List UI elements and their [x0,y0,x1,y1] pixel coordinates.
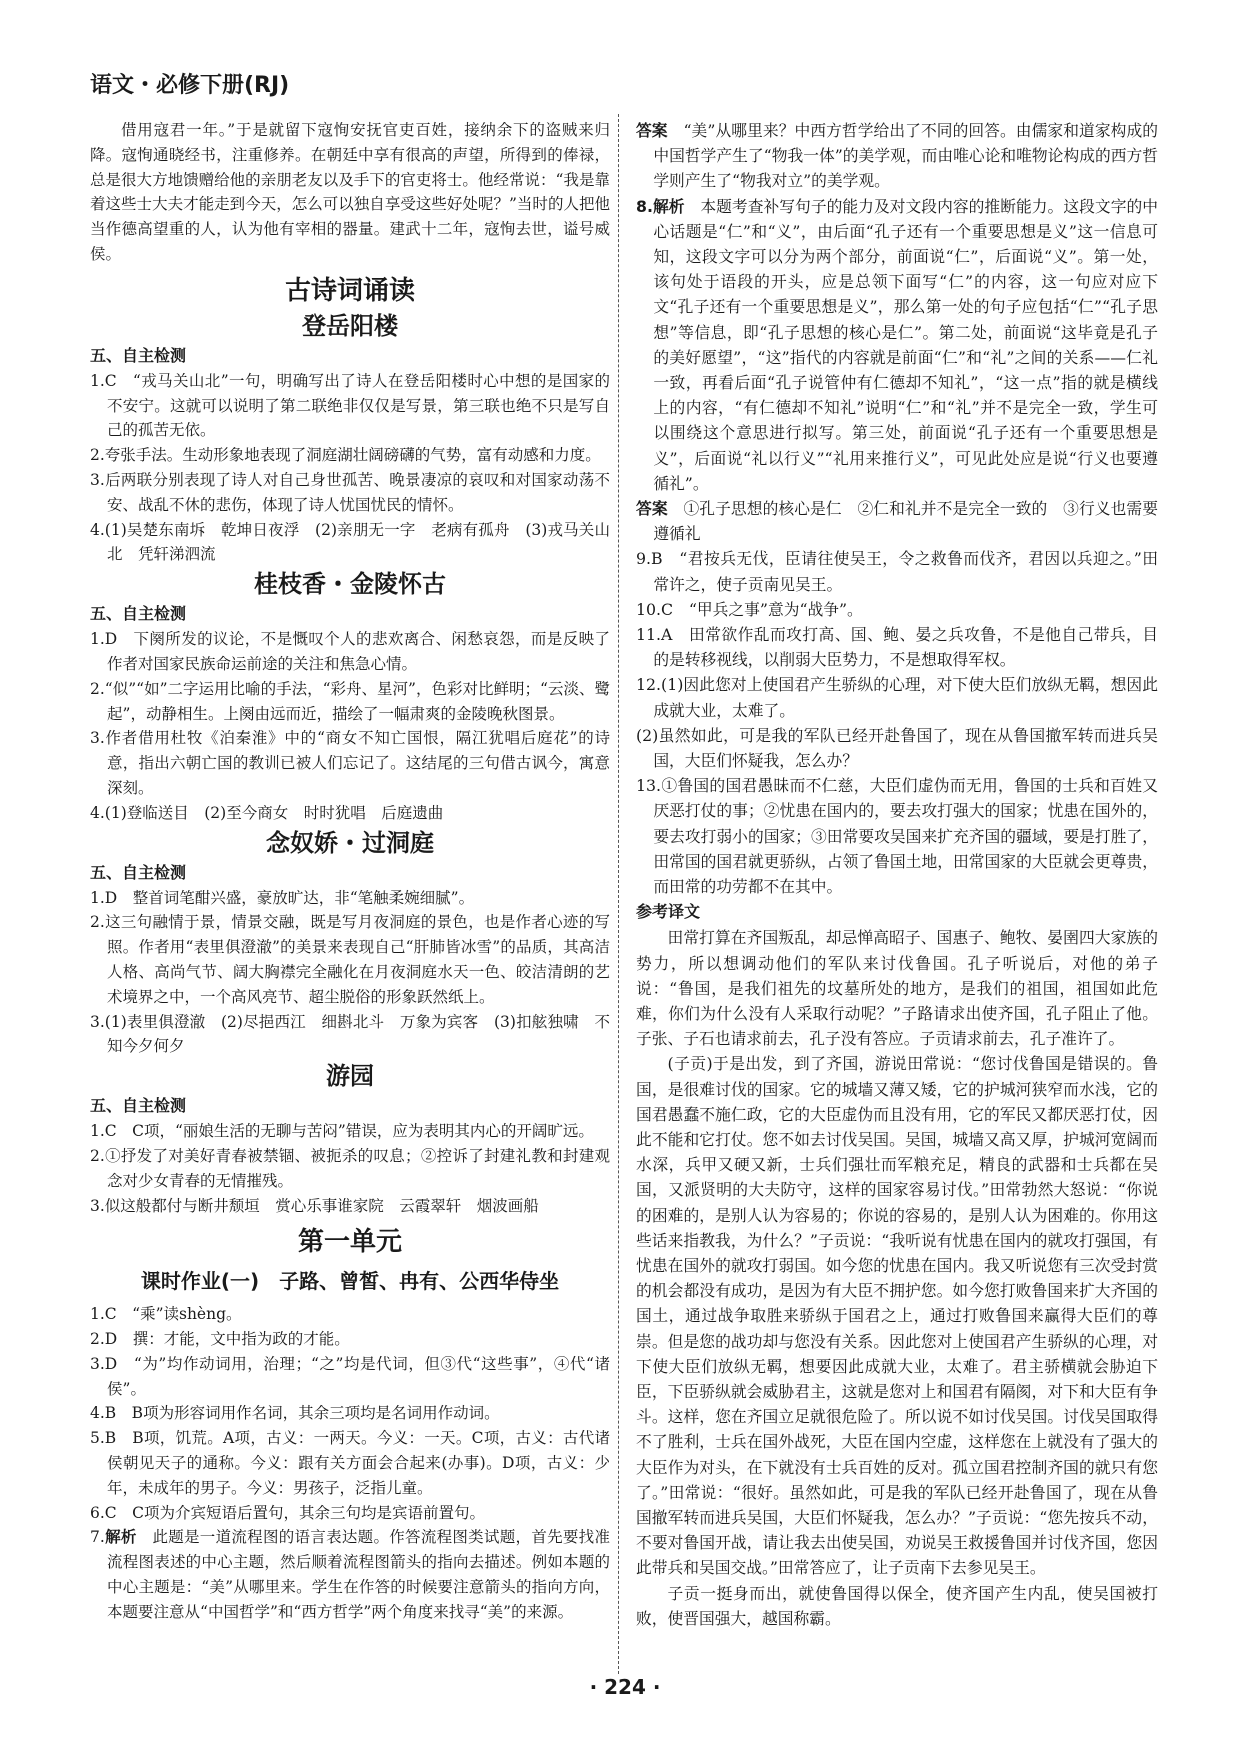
subsection-label-2: 五、自主检测 [90,604,187,624]
answer-item: 2.这三句融情于景，情景交融，既是写月夜洞庭的景色，也是作者心迹的写照。作者用“表里俱澄澈”的美景来表现自己“肝肺皆冰雪”的品质，其高洁人格、高尚气节、阔大胸襟完全融化在月夜洞庭水天一色、皎洁清朗的艺术境界之中，一个高风亮节、超尘脱俗的形象跃然纸上。 [90,913,610,1006]
answer-item: 4.B B项为形容词用作名词，其余三项均是名词用作动词。 [90,1404,500,1423]
translation-paragraph: 田常打算在齐国叛乱，却忌惮高昭子、国惠子、鲍牧、晏圉四大家族的势力，所以想调动他们的军队来讨伐鲁国。孔子听说后，对他的弟子说：“鲁国，是我们祖先的坟墓所处的地方，是我们的祖国，祖国如此危难，你们为什么没有人采取行动呢？”子路请求出使齐国，孔子阻止了他。子张、子石也请求前去，孔子没有答应。子贡请求前去，孔子准许了。 [636,928,1158,1049]
subsection-label-1: 五、自主检测 [90,345,187,365]
analysis-label: 8.解析 [636,196,685,216]
subsection-label-3: 五、自主检测 [90,862,187,882]
answer-item-8 [636,194,1158,496]
answer-item: (2)虽然如此，可是我的军队已经开赴鲁国了，现在从鲁国撤军转而进兵吴国，大臣们怀疑我，怎么办？ [636,725,1158,771]
answer-label: 答案 [636,121,668,140]
answer-item: 4.(1)登临送目 (2)至今商女 时时犹唱 后庭遗曲 [90,803,444,822]
left-column [90,118,610,1625]
answer-item: 11.A 田常欲作乱而攻打高、国、鲍、晏之兵攻鲁，不是他自己带兵，目的是转移视线，以削弱大臣势力，不是想取得军权。 [636,625,1158,670]
answer-8 [636,496,1158,546]
poem-title-2: 桂枝香・金陵怀古 [254,570,446,599]
answer-item: 10.C “甲兵之事”意为“战争”。 [636,599,863,619]
answer-item: 3.(1)表里俱澄澈 (2)尽挹西江 细斟北斗 万象为宾客 (3)扣舷独啸 不知今夕何夕 [90,1012,610,1056]
answer-item: 2.“似”“如”二字运用比喻的手法，“彩舟、星河”，色彩对比鲜明；“云淡、鹭起”，动静相生。上阕由远而近，描绘了一幅肃爽的金陵晚秋图景。 [90,679,610,723]
answer-item: 5.B B项，饥荒。A项，古义：一两天。今义：一天。C项，古义：古代诸侯朝见天子的通称。今义：跟有关方面会合起来(办事)。D项，古义：少年，未成年的男子。今义：男孩子，泛指儿童。 [90,1429,610,1497]
answer-item: 3.作者借用杜牧《泊秦淮》中的“商女不知亡国恨，隔江犹唱后庭花”的诗意，指出六朝亡国的教训已被人们忘记了。这结尾的三句借古讽今，寓意深刻。 [90,729,610,797]
page-number: · 224 · [589,1675,661,1699]
section-heading-gushi: 古诗词诵读 [284,275,415,306]
analysis-label: 解析 [104,1528,137,1547]
answer-item: 13.①鲁国的国君愚昧而不仁慈，大臣们虚伪而无用，鲁国的士兵和百姓又厌恶打仗的事；②忧患在国内的，要去攻打强大的国家；忧患在国外的，要去攻打弱小的国家；③田常要攻吴国来扩充齐国的疆域，要是打胜了，田常国的国君就更骄纵，占领了鲁国土地，田常国家的大臣就会更尊贵，而田常的功劳都不在其中。 [636,776,1158,897]
page-header: 语文・必修下册(RJ) [90,73,290,98]
answer-text: “美”从哪里来？中西方哲学给出了不同的回答。由儒家和道家构成的中国哲学产生了“物我一体”的美学观，而由唯心论和唯物论构成的西方哲学则产生了“物我对立”的美学观。 [653,121,1159,191]
answer-label: 答案 [636,499,668,519]
answer-item: 3.后两联分别表现了诗人对自己身世孤苦、晚景凄凉的哀叹和对国家动荡不安、战乱不休的悲伤，体现了诗人忧国忧民的情怀。 [90,470,610,514]
analysis-text: 此题是一道流程图的语言表达题。作答流程图类试题，首先要找准流程图表述的中心主题，然后顺着流程图箭头的指向去描述。例如本题的中心主题是：“美”从哪里来。学生在作答的时候要注意箭头的指向方向，本题要注意从“中国哲学”和“西方哲学”两个角度来找寻“美”的来源。 [107,1528,610,1621]
answer-item: 9.B “君按兵无伐，臣请往使吴王，令之救鲁而伐齐，君因以兵迎之。”田常许之，使子贡南见吴王。 [636,549,1158,594]
answer-item: 2.①抒发了对美好青春被禁锢、被扼杀的叹息；②控诉了封建礼教和封建观念对少女青春的无情摧残。 [90,1146,610,1190]
answer-item: 3.D “为”均作动词用，治理；“之”均是代词，但③代“这些事”，④代“诸侯”。 [90,1354,610,1398]
right-column [636,118,1158,1631]
answer-item: 1.C C项，“丽娘生活的无聊与苦闷”错误，应为表明其内心的开阔旷远。 [90,1122,594,1141]
translation-paragraph: 子贡一挺身而出，就使鲁国得以保全，使齐国产生内乱，使吴国被打败，使晋国强大，越国称霸。 [636,1583,1158,1628]
answer-item: 12.(1)因此您对上使国君产生骄纵的心理，对下使大臣们放纵无羁，想因此成就大业，太难了。 [636,675,1158,720]
subsection-label-4: 五、自主检测 [90,1096,187,1116]
unit-heading: 第一单元 [297,1227,402,1258]
answer-item: 6.C C项为介宾短语后置句，其余三句均是宾语前置句。 [90,1503,486,1522]
answer-7 [636,118,1158,194]
column-divider [618,114,619,1674]
answer-item: 2.夸张手法。生动形象地表现了洞庭湖壮阔磅礴的气势，富有动感和力度。 [90,446,601,465]
answer-item: 1.C “乘”读shèng。 [90,1305,242,1324]
lesson-heading: 课时作业(一) 子路、曾皙、冉有、公西华侍坐 [140,1269,560,1294]
reference-translation-label: 参考译文 [636,902,701,922]
answer-item-7 [90,1525,610,1624]
answer-item: 1.D 整首词笔酣兴盛，豪放旷达，非“笔触柔婉细腻”。 [90,888,475,907]
poem-title-1: 登岳阳楼 [302,311,398,340]
poem-title-3: 念奴娇・过洞庭 [266,828,434,857]
item-number: 7. [90,1528,105,1547]
answer-item: 2.D 撰：才能，文中指为政的才能。 [90,1330,350,1349]
answer-item: 1.D 下阕所发的议论，不是慨叹个人的悲欢离合、闲愁哀怨，而是反映了作者对国家民族命运前途的关注和焦急心情。 [90,630,610,673]
poem-title-4: 游园 [326,1062,374,1091]
answer-item: 3.似这般都付与断井颓垣 赏心乐事谁家院 云霞翠轩 烟波画船 [90,1196,539,1215]
answer-item: 4.(1)吴楚东南坼 乾坤日夜浮 (2)亲朋无一字 老病有孤舟 (3)戎马关山北 凭轩涕泗流 [90,520,610,564]
answer-text: ①孔子思想的核心是仁 ②仁和礼并不是完全一致的 ③行义也需要遵循礼 [653,499,1159,544]
intro-paragraph: 借用寇君一年。”于是就留下寇恂安抚官吏百姓，接纳余下的盗贼来归降。寇恂通晓经书，注重修养。在朝廷中享有很高的声望，所得到的俸禄，总是很大方地馈赠给他的亲朋老友以及手下的官吏将士。他经常说：“我是靠着这些士大夫才能走到今天，怎么可以独自享受这些好处呢？”当时的人把他当作德高望重的人，认为他有宰相的器量。建武十二年，寇恂去世，谥号威侯。 [90,121,610,263]
answer-item: 1.C “戎马关山北”一句，明确写出了诗人在登岳阳楼时心中想的是国家的不安宁。这就可以说明了第二联绝非仅仅是写景，第三联也绝不只是写自己的孤苦无依。 [90,371,610,440]
analysis-text: 本题考查补写句子的能力及对文段内容的推断能力。这段文字的中心话题是“仁”和“义”，由后面“孔子还有一个重要思想是义”这一信息可知，这段文字可以分为两个部分，前面说“仁”，后面说“义”。第一处，该句处于语段的开头，应是总领下面写“仁”的内容，这一句应对应下文“孔子还有一个重要思想是义”，那么第一处的句子应包括“仁”“孔子思想”等信息，即“孔子思想的核心是仁”。第二处，前面说“这毕竟是孔子的美好愿望”，“这”指代的内容就是前面“仁”和“礼”之间的关系——仁礼一致，再看后面“孔子说管仲有仁德却不知礼”，“这一点”指的就是横线上的内容，“有仁德却不知礼”说明“仁”和“礼”并不是完全一致，学生可以围绕这个意思进行拟写。第三处，前面说“孔子还有一个重要思想是义”，后面说“礼以行义”“礼用来推行义”，可见此处应是说“行义也要遵循礼”。 [653,196,1159,493]
translation-paragraph: (子贡)于是出发，到了齐国，游说田常说：“您讨伐鲁国是错误的。鲁国，是很难讨伐的国家。它的城墙又薄又矮，它的护城河狭窄而水浅，它的国君愚蠢不施仁政，它的大臣虚伪而且没有用，它的军民又都厌恶打仗，因此不能和它打仗。您不如去讨伐吴国。吴国，城墙又高又厚，护城河宽阔而水深，兵甲又硬又新，士兵们强壮而军粮充足，精良的武器和士兵都在吴国，又派贤明的大夫防守，这样的国家容易讨伐。”田常勃然大怒说：“你说的困难的，是别人认为容易的；你说的容易的，是别人认为困难的。你用这些话来指教我，为什么？”子贡说：“我听说有忧患在国内的就攻打强国，有忧患在国外的就攻打弱国。如今您的忧患在国内。我又听说您有三次受封赏的机会都没有成功，是因为有大臣不拥护您。如今您打败鲁国来扩大齐国的国土，通过战争取胜来骄纵于国君之上，通过打败鲁国来赢得大臣们的尊崇。但是您的战功却与您没有关系。因此您对上使国君产生骄纵的心理，对下使大臣们放纵无羁，想要因此成就大业，太难了。君主骄横就会胁迫下臣，下臣骄纵就会威胁君主，这就是您对上和国君有隔阂，对下和大臣有争斗。这样，您在齐国立足就很危险了。所以说不如讨伐吴国。讨伐吴国取得不了胜利，士兵在国外战死，大臣在国内空虚，这样您在上就没有了强大的大臣作为对头，在下就没有士兵百姓的反对。孤立国君控制齐国的就只有您了。”田常说：“很好。虽然如此，可是我的军队已经开赴鲁国了，现在从鲁国撤军转而进兵吴国，大臣们怀疑我，怎么办？”子贡说：“您先按兵不动，不要对鲁国开战，请让我去出使吴国，劝说吴王救援鲁国并讨伐齐国，您因此带兵和吴国交战。”田常答应了，让子贡南下去参见吴王。 [636,1054,1158,1578]
